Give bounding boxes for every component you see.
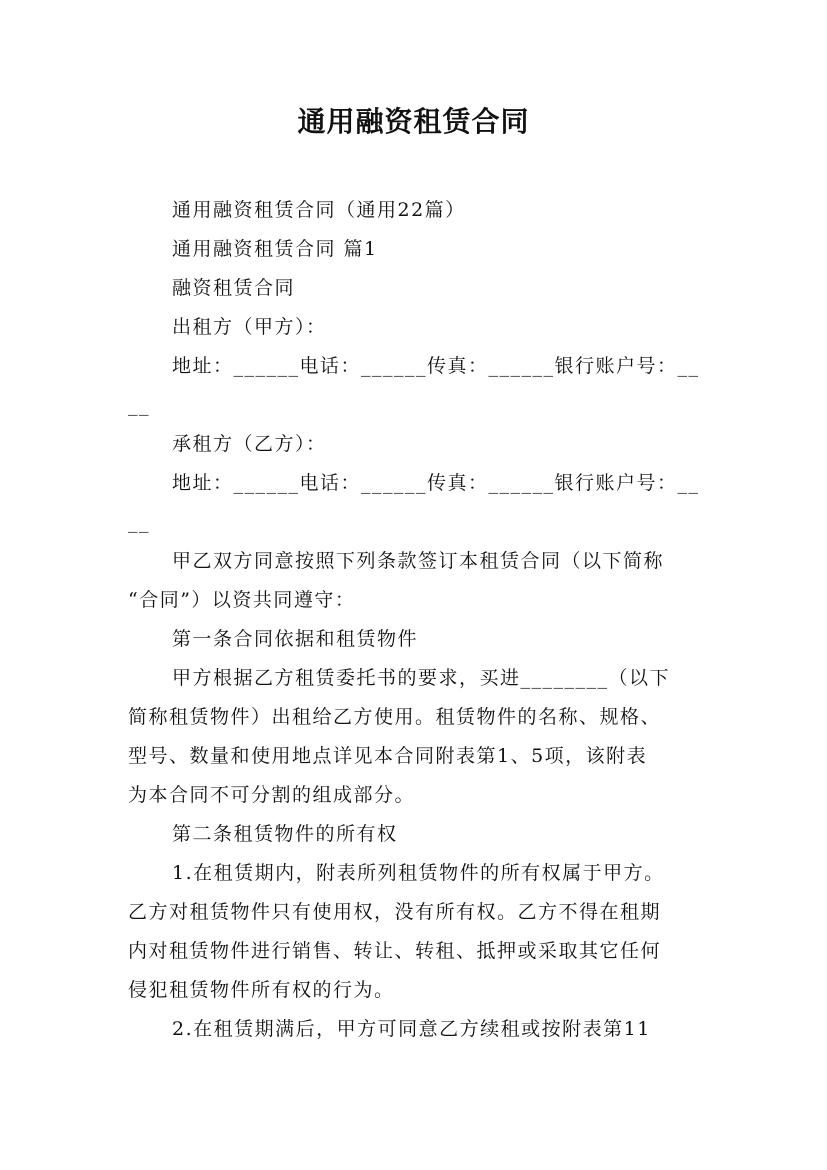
text-line: 通用融资租赁合同 篇1	[172, 238, 378, 260]
text-line: 融资租赁合同	[172, 277, 296, 299]
text-line: 为本合同不可分割的组成部分。	[128, 784, 416, 806]
text-line: 出租方（甲方）：	[172, 316, 327, 338]
text-line: 地址：______电话：______传真：______银行账户号：__	[172, 472, 700, 494]
text-line: __	[128, 394, 150, 416]
text-line: 简称租赁物件）出租给乙方使用。租赁物件的名称、规格、	[128, 706, 662, 728]
text-line: 第二条租赁物件的所有权	[172, 823, 398, 845]
document-title: 通用融资租赁合同	[297, 105, 530, 138]
text-line: 第一条合同依据和租赁物件	[172, 628, 419, 650]
text-line: 乙方对租赁物件只有使用权，没有所有权。乙方不得在租期	[128, 901, 662, 923]
text-line: 承租方（乙方）：	[172, 433, 327, 455]
text-line: 甲方根据乙方租赁委托书的要求，买进________（以下	[172, 667, 671, 689]
text-line: 型号、数量和使用地点详见本合同附表第1、5项，该附表	[128, 745, 648, 767]
text-line: 内对租赁物件进行销售、转让、转租、抵押或采取其它任何	[128, 940, 662, 962]
text-line: “合同”）以资共同遵守：	[128, 589, 356, 611]
text-line: 通用融资租赁合同（通用22篇）	[172, 199, 466, 221]
text-line: 1.在租赁期内，附表所列租赁物件的所有权属于甲方。	[172, 862, 665, 884]
text-line: 侵犯租赁物件所有权的行为。	[128, 979, 395, 1001]
text-line: 甲乙双方同意按照下列条款签订本租赁合同（以下简称	[172, 550, 665, 572]
text-line: 地址：______电话：______传真：______银行账户号：__	[172, 355, 700, 377]
text-line: 2.在租赁期满后，甲方可同意乙方续租或按附表第11	[172, 1018, 651, 1040]
text-line: __	[128, 511, 150, 533]
